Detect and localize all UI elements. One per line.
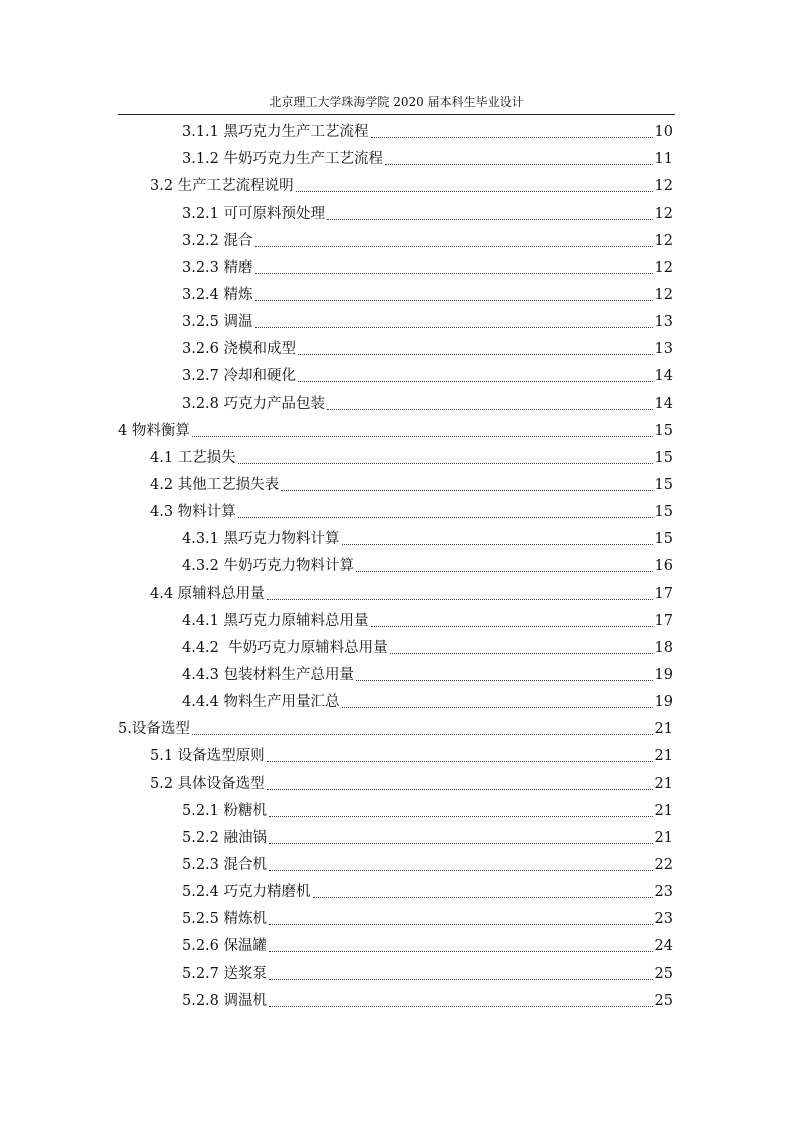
toc-dot-leader: [313, 897, 653, 898]
toc-entry-title: 5.2.7 送浆泵: [182, 965, 268, 982]
toc-entry[interactable]: [118, 198, 673, 225]
toc-dot-leader: [371, 626, 653, 627]
toc-entry[interactable]: [118, 253, 673, 280]
toc-entry[interactable]: [118, 741, 673, 768]
toc-entry-title: 5.2.5 精炼机: [182, 911, 268, 928]
toc-entry-page-number: 13: [654, 341, 673, 358]
toc-entry-title: 5.2.3 混合机: [182, 856, 268, 873]
toc-entry[interactable]: [118, 958, 673, 985]
toc-entry[interactable]: [118, 334, 673, 361]
toc-dot-leader: [385, 164, 653, 165]
toc-dot-leader: [390, 653, 653, 654]
toc-dot-leader: [269, 816, 653, 817]
toc-dot-leader: [267, 599, 653, 600]
toc-entry-title: 3.2.1 可可原料预处理: [182, 205, 326, 222]
toc-entry-title: 3.2.5 调温: [182, 314, 253, 331]
toc-entry[interactable]: [118, 497, 673, 524]
toc-entry[interactable]: [118, 361, 673, 388]
toc-entry[interactable]: [118, 578, 673, 605]
toc-entry[interactable]: [118, 714, 673, 741]
toc-entry-title: 5.2.4 巧克力精磨机: [182, 884, 311, 901]
toc-entry[interactable]: [118, 470, 673, 497]
toc-dot-leader: [267, 789, 653, 790]
toc-entry[interactable]: [118, 551, 673, 578]
toc-entry-page-number: 15: [654, 531, 673, 548]
toc-entry[interactable]: [118, 606, 673, 633]
toc-entry-page-number: 15: [654, 476, 673, 493]
toc-entry-page-number: 24: [654, 938, 673, 955]
toc-entry-page-number: 25: [654, 992, 673, 1009]
toc-dot-leader: [269, 870, 653, 871]
toc-dot-leader: [327, 409, 653, 410]
toc-entry[interactable]: [118, 524, 673, 551]
page-header: [118, 92, 675, 115]
toc-dot-leader: [238, 463, 653, 464]
toc-entry-page-number: 23: [654, 911, 673, 928]
toc-dot-leader: [281, 490, 652, 491]
toc-entry-page-number: 15: [654, 504, 673, 521]
toc-entry[interactable]: [118, 117, 673, 144]
toc-entry-title: 5.设备选型: [118, 721, 190, 738]
toc-dot-leader: [255, 273, 653, 274]
toc-entry[interactable]: [118, 280, 673, 307]
toc-entry-title: 4.4.3 包装材料生产总用量: [182, 666, 355, 683]
toc-entry[interactable]: [118, 226, 673, 253]
toc-entry-page-number: 21: [654, 802, 673, 819]
toc-dot-leader: [255, 327, 653, 328]
toc-dot-leader: [356, 680, 653, 681]
toc-entry[interactable]: [118, 823, 673, 850]
toc-entry-title: 5.2.1 粉糖机: [182, 802, 268, 819]
toc-entry-page-number: 19: [654, 666, 673, 683]
toc-entry-title: 4 物料衡算: [118, 422, 190, 439]
toc-entry-title: 5.2.6 保温罐: [182, 938, 268, 955]
toc-dot-leader: [356, 571, 653, 572]
toc-entry[interactable]: [118, 768, 673, 795]
toc-entry-page-number: 21: [654, 775, 673, 792]
toc-entry[interactable]: [118, 904, 673, 931]
toc-entry-page-number: 21: [654, 748, 673, 765]
toc-dot-leader: [238, 517, 653, 518]
toc-dot-leader: [269, 951, 653, 952]
toc-entry-page-number: 21: [654, 721, 673, 738]
toc-entry-page-number: 12: [654, 259, 673, 276]
toc-entry-title: 3.2.2 混合: [182, 232, 253, 249]
header-title: 北京理工大学珠海学院 2020 届本科生毕业设计: [269, 95, 524, 109]
toc-entry[interactable]: [118, 687, 673, 714]
toc-entry-title: 4.2 其他工艺损失表: [150, 476, 280, 493]
toc-entry-page-number: 13: [654, 314, 673, 331]
toc-dot-leader: [192, 734, 653, 735]
toc-entry-page-number: 12: [654, 286, 673, 303]
toc-entry[interactable]: [118, 660, 673, 687]
toc-entry[interactable]: [118, 633, 673, 660]
toc-dot-leader: [192, 436, 653, 437]
toc-entry-title: 3.2 生产工艺流程说明: [150, 178, 294, 195]
toc-dot-leader: [342, 544, 653, 545]
toc-dot-leader: [269, 979, 653, 980]
toc-entry-title: 3.2.8 巧克力产品包装: [182, 395, 326, 412]
toc-entry-title: 5.2.8 调温机: [182, 992, 268, 1009]
toc-entry-page-number: 11: [654, 151, 673, 168]
toc-entry[interactable]: [118, 144, 673, 171]
toc-entry-page-number: 19: [654, 694, 673, 711]
table-of-contents: [118, 117, 673, 1013]
toc-entry-title: 4.1 工艺损失: [150, 449, 236, 466]
toc-entry-page-number: 16: [654, 558, 673, 575]
toc-dot-leader: [255, 246, 653, 247]
toc-entry-page-number: 10: [654, 124, 673, 141]
toc-entry-title: 3.2.7 冷却和硬化: [182, 368, 297, 385]
toc-entry-title: 4.4.2 牛奶巧克力原辅料总用量: [182, 639, 388, 656]
toc-dot-leader: [327, 219, 653, 220]
toc-dot-leader: [371, 137, 653, 138]
toc-entry-page-number: 12: [654, 205, 673, 222]
toc-entry-page-number: 18: [654, 639, 673, 656]
toc-entry-title: 5.2.2 融油锅: [182, 829, 268, 846]
toc-entry-page-number: 25: [654, 965, 673, 982]
toc-entry[interactable]: [118, 388, 673, 415]
toc-entry-title: 4.3.1 黑巧克力物料计算: [182, 531, 340, 548]
toc-entry-title: 4.3 物料计算: [150, 504, 236, 521]
toc-entry-title: 5.2 具体设备选型: [150, 775, 265, 792]
toc-dot-leader: [269, 843, 653, 844]
toc-entry-page-number: 14: [654, 368, 673, 385]
toc-dot-leader: [267, 761, 653, 762]
toc-entry-title: 3.2.4 精炼: [182, 286, 253, 303]
toc-entry[interactable]: [118, 307, 673, 334]
toc-entry-page-number: 21: [654, 829, 673, 846]
toc-entry-page-number: 17: [654, 612, 673, 629]
toc-dot-leader: [269, 1006, 653, 1007]
toc-entry-page-number: 15: [654, 449, 673, 466]
toc-entry[interactable]: [118, 416, 673, 443]
toc-entry-page-number: 12: [654, 178, 673, 195]
toc-dot-leader: [298, 381, 653, 382]
toc-entry[interactable]: [118, 986, 673, 1013]
toc-entry-title: 4.4.4 物料生产用量汇总: [182, 694, 340, 711]
toc-dot-leader: [298, 354, 653, 355]
toc-entry-title: 3.2.6 浇模和成型: [182, 341, 297, 358]
toc-entry-title: 4.4 原辅料总用量: [150, 585, 265, 602]
toc-entry-title: 4.4.1 黑巧克力原辅料总用量: [182, 612, 369, 629]
toc-entry-page-number: 23: [654, 884, 673, 901]
toc-entry-title: 3.1.1 黑巧克力生产工艺流程: [182, 124, 369, 141]
toc-entry-page-number: 14: [654, 395, 673, 412]
toc-entry-page-number: 22: [654, 856, 673, 873]
toc-entry-title: 3.2.3 精磨: [182, 259, 253, 276]
toc-entry[interactable]: [118, 171, 673, 198]
toc-entry-title: 3.1.2 牛奶巧克力生产工艺流程: [182, 151, 384, 168]
toc-dot-leader: [296, 191, 653, 192]
toc-dot-leader: [342, 707, 653, 708]
toc-entry[interactable]: [118, 796, 673, 823]
toc-entry[interactable]: [118, 877, 673, 904]
toc-entry[interactable]: [118, 931, 673, 958]
toc-entry-title: 5.1 设备选型原则: [150, 748, 265, 765]
toc-entry-page-number: 17: [654, 585, 673, 602]
toc-dot-leader: [255, 300, 653, 301]
toc-entry-page-number: 15: [654, 422, 673, 439]
toc-entry[interactable]: [118, 850, 673, 877]
toc-entry-title: 4.3.2 牛奶巧克力物料计算: [182, 558, 355, 575]
toc-entry[interactable]: [118, 443, 673, 470]
toc-entry-page-number: 12: [654, 232, 673, 249]
toc-dot-leader: [269, 924, 653, 925]
